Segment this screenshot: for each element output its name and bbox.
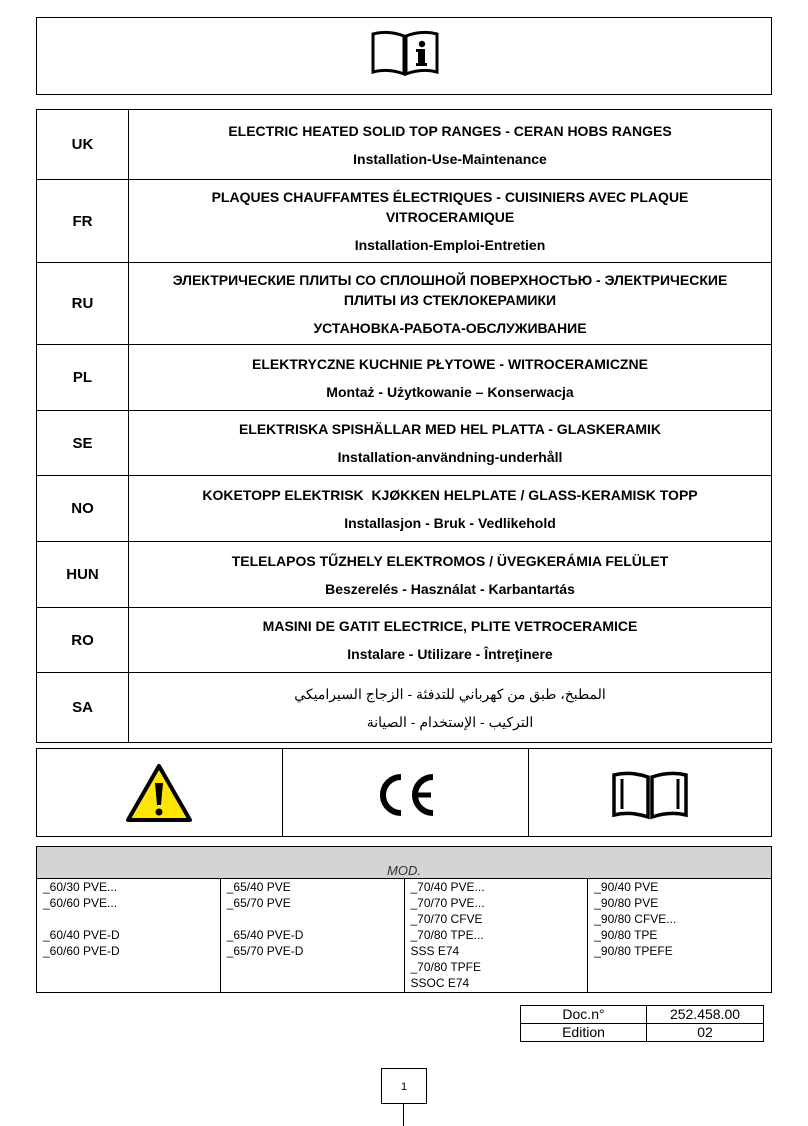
model-item: [227, 911, 404, 927]
language-code: RO: [37, 608, 129, 673]
manual-title: TELELAPOS TŰZHELY ELEKTROMOS / ÜVEGKERÁMIA FELÜLET: [231, 552, 669, 569]
manual-info-icon: [370, 30, 440, 76]
models-table: [36, 846, 772, 993]
language-row: [37, 180, 772, 263]
model-item: _60/60 PVE...: [43, 896, 118, 910]
ce-mark-icon: [371, 771, 439, 819]
manual-subtitle: Installasjon - Bruk - Vedlikehold: [344, 514, 556, 531]
model-item: _90/80 PVE: [594, 896, 659, 910]
symbol-cell: [282, 749, 529, 836]
manual-title: المطبخ، طبق من كهرباني للتدفئة - الزجاج السيراميكي: [294, 685, 606, 702]
model-item: _70/40 PVE...: [410, 880, 485, 894]
header-box: [36, 17, 772, 95]
page-number: 1: [381, 1068, 427, 1104]
manual-title: KOKETOPP ELEKTRISK KJØKKEN HELPLATE / GLASS-KERAMISK TOPP: [202, 486, 698, 503]
document-info-table: [520, 1005, 764, 1042]
manual-subtitle: Installation-användning-underhåll: [337, 449, 563, 465]
language-description: [129, 110, 772, 180]
language-description: [129, 180, 772, 263]
model-item: _90/80 CFVE...: [594, 912, 677, 926]
model-item: _60/30 PVE...: [43, 880, 118, 894]
manual-subtitle: УСТАНОВКА-РАБОТА-ОБСЛУЖИВАНИЕ: [313, 319, 587, 336]
model-item: _90/40 PVE: [594, 880, 659, 894]
manual-title: ЭЛЕКТРИЧЕСКИЕ ПЛИТЫ СО СПЛОШНОЙ ПОВЕРХНОСТЬЮ - ЭЛЕКТРИЧЕСКИЕ ПЛИТЫ ИЗ СТЕКЛОКЕРАМИКИ: [172, 271, 728, 308]
language-row: [37, 345, 772, 411]
symbol-cell: [37, 749, 283, 836]
language-description: [129, 411, 772, 476]
model-item: _90/80 TPEFE: [594, 944, 673, 958]
language-row: [37, 608, 772, 673]
model-item: _90/80 TPE: [594, 928, 658, 942]
language-code: FR: [37, 180, 129, 263]
models-column: [588, 879, 772, 993]
edition-label: Edition: [521, 1024, 647, 1042]
model-item: _65/40 PVE: [226, 880, 291, 894]
language-code: PL: [37, 345, 129, 411]
language-description: [129, 608, 772, 673]
model-item: _65/70 PVE-D: [226, 944, 304, 958]
model-item: _65/40 PVE-D: [226, 928, 304, 942]
model-item: [43, 911, 220, 927]
manual-subtitle: Installation-Emploi-Entretien: [354, 237, 546, 253]
language-table: [36, 109, 772, 743]
page-divider: [403, 1104, 404, 1126]
language-row: [37, 263, 772, 345]
symbols-box: [36, 748, 772, 837]
manual-title: ELEKTRYCZNE KUCHNIE PŁYTOWE - WITROCERAMICZNE: [252, 355, 648, 372]
language-description: [129, 542, 772, 608]
doc-number-label: Doc.n°: [521, 1006, 647, 1024]
model-item: SSS E74: [410, 944, 460, 958]
warning-triangle-icon: [125, 763, 193, 823]
language-row: [37, 110, 772, 180]
open-book-icon: [610, 769, 690, 821]
manual-subtitle: Montaż - Użytkowanie – Konserwacja: [326, 383, 574, 400]
manual-title: MASINI DE GATIT ELECTRICE, PLITE VETROCERAMICE: [262, 618, 638, 634]
models-column: [404, 879, 588, 993]
edition-value: 02: [647, 1024, 764, 1042]
doc-number-value: 252.458.00: [647, 1006, 764, 1024]
manual-subtitle: Beszerelés - Használat - Karbantartás: [325, 580, 575, 597]
manual-subtitle: Installation-Use-Maintenance: [353, 150, 547, 167]
model-item: _60/40 PVE-D: [43, 928, 120, 942]
language-code: RU: [37, 263, 129, 345]
manual-title: ELEKTRISKA SPISHÄLLAR MED HEL PLATTA - GLASKERAMIK: [238, 421, 662, 437]
model-item: _70/80 TPFE: [410, 960, 481, 974]
language-description: [129, 263, 772, 345]
language-row: [37, 411, 772, 476]
models-header: MOD.: [37, 847, 772, 879]
language-code: UK: [37, 110, 129, 180]
manual-subtitle: التركيب - الإستخدام - الصيانة: [366, 713, 534, 730]
language-code: HUN: [37, 542, 129, 608]
models-column: [220, 879, 404, 993]
models-column: [37, 879, 221, 993]
model-item: _70/70 CFVE: [410, 912, 483, 926]
language-description: [129, 345, 772, 411]
manual-subtitle: Instalare - Utilizare - Întreţinere: [347, 646, 553, 662]
language-description: [129, 673, 772, 743]
model-item: _70/80 TPE...: [410, 928, 484, 942]
symbol-cell: [528, 749, 771, 836]
manual-title: PLAQUES CHAUFFAMTES ÉLECTRIQUES - CUISINIERS AVEC PLAQUE VITROCERAMIQUE: [211, 189, 689, 225]
language-code: SA: [37, 673, 129, 743]
language-code: SE: [37, 411, 129, 476]
model-item: _65/70 PVE: [226, 896, 291, 910]
language-code: NO: [37, 476, 129, 542]
model-item: SSOC E74: [410, 976, 470, 990]
language-row: [37, 542, 772, 608]
model-item: _70/70 PVE...: [410, 896, 485, 910]
manual-title: ELECTRIC HEATED SOLID TOP RANGES - CERAN HOBS RANGES: [228, 122, 672, 139]
language-row: [37, 673, 772, 743]
model-item: _60/60 PVE-D: [43, 944, 120, 958]
language-description: [129, 476, 772, 542]
language-row: [37, 476, 772, 542]
